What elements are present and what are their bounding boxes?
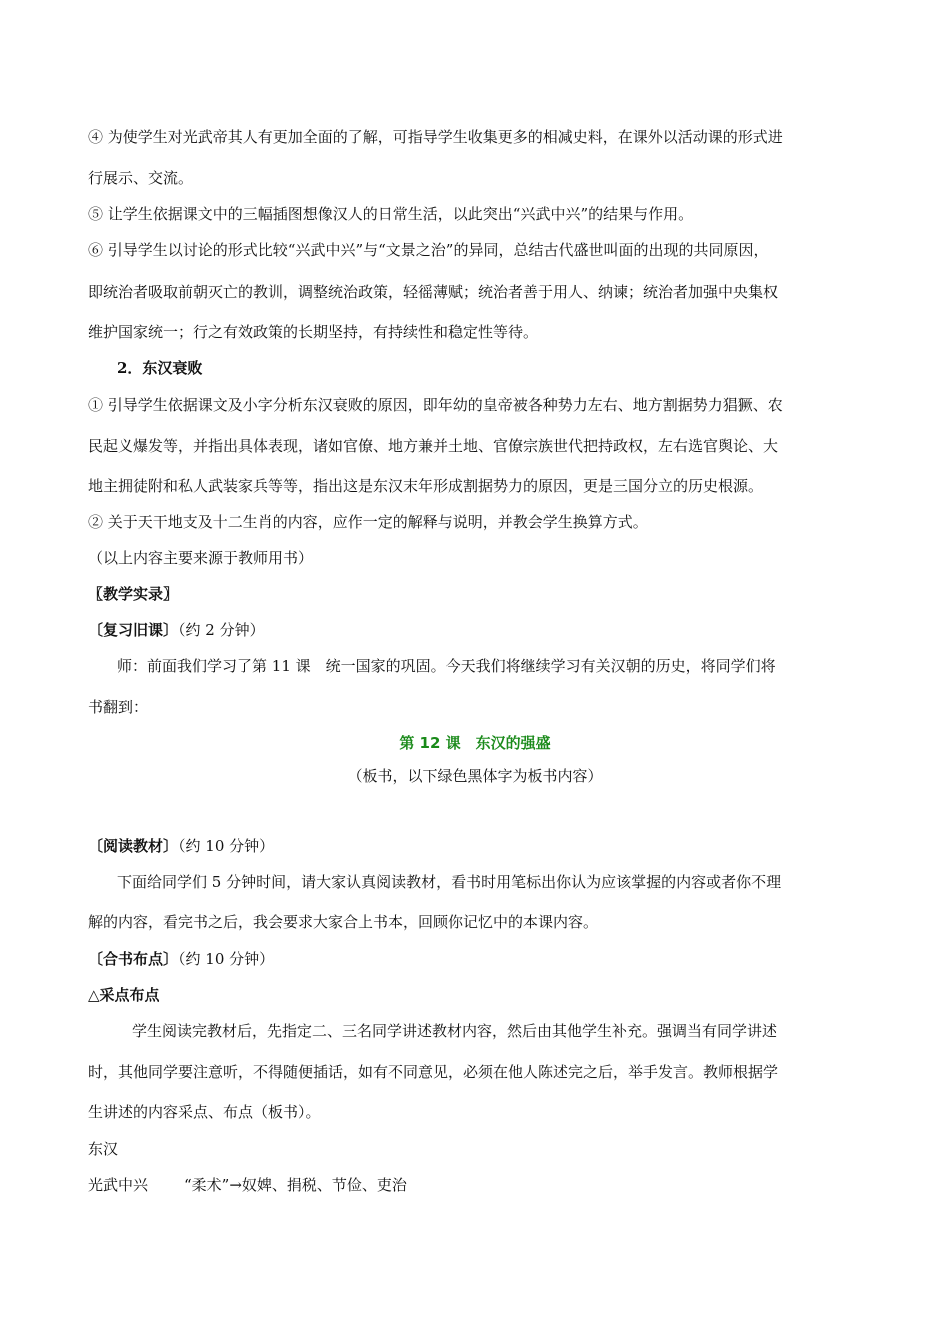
close-heading bbox=[88, 949, 274, 969]
close-time: （约 10 分钟） bbox=[178, 950, 275, 968]
item6-line3: 维护国家统一；行之有效政策的长期坚持，有持续性和稳定性等待。 bbox=[88, 323, 539, 341]
s2-item1-line2: 民起义爆发等，并指出具体表现，诸如官僚、地方兼并土地、官僚宗族世代把持政权，左右选官舆论、大 bbox=[88, 437, 779, 455]
collect-heading: △采点布点 bbox=[88, 986, 160, 1004]
lesson-title: 第 12 课 东汉的强盛 bbox=[399, 734, 551, 752]
close-head: 〔合书布点〕 bbox=[88, 950, 179, 968]
board-note: （板书，以下绿色黑体字为板书内容） bbox=[347, 767, 603, 785]
reading-time: （约 10 分钟） bbox=[178, 837, 275, 855]
board-text-guangwu: “柔术”→奴婢、捐税、节俭、吏治 bbox=[184, 1176, 407, 1194]
review-text-line1: 师：前面我们学习了第 11 课 统一国家的巩固。今天我们将继续学习有关汉朝的历史，将同学们将 bbox=[117, 657, 776, 675]
board-line-guangwu bbox=[88, 1175, 407, 1195]
reading-heading bbox=[88, 836, 274, 856]
review-heading bbox=[88, 620, 265, 640]
board-label-guangwu: 光武中兴 bbox=[88, 1176, 149, 1194]
section-heading-decline: 2．东汉衰败 bbox=[117, 359, 203, 377]
reading-text-line1: 下面给同学们 5 分钟时间，请大家认真阅读教材，看书时用笔标出你认为应该掌握的内容或者你不理 bbox=[117, 873, 782, 891]
item6-line2: 即统治者吸取前朝灭亡的教训，调整统治政策，轻徭薄赋；统治者善于用人、纳谏；统治者加强中央集权 bbox=[88, 283, 779, 301]
reading-text-line2: 解的内容，看完书之后，我会要求大家合上书本，回顾你记忆中的本课内容。 bbox=[88, 913, 599, 931]
review-text-line2: 书翻到： bbox=[88, 698, 149, 716]
collect-text-line2: 时，其他同学要注意听，不得随便插话，如有不同意见，必须在他人陈述完之后，举手发言。教师根据学 bbox=[88, 1063, 779, 1081]
item4-line1: ④ 为使学生对光武帝其人有更加全面的了解，可指导学生收集更多的相减史料，在课外以活动课的形式进 bbox=[88, 128, 783, 146]
item5-line: ⑤ 让学生依据课文中的三幅插图想像汉人的日常生活，以此突出“兴武中兴”的结果与作用。 bbox=[88, 205, 694, 223]
s2-item1-line3: 地主拥徒附和私人武装家兵等等，指出这是东汉末年形成割据势力的原因，更是三国分立的历史根源。 bbox=[88, 477, 764, 495]
item4-line2: 行展示、交流。 bbox=[88, 169, 194, 187]
source-note: （以上内容主要来源于教师用书） bbox=[88, 549, 314, 567]
board-line-donghan: 东汉 bbox=[88, 1140, 119, 1158]
collect-text-line1: 学生阅读完教材后，先指定二、三名同学讲述教材内容，然后由其他学生补充。强调当有同学讲述 bbox=[132, 1022, 778, 1040]
item6-line1: ⑥ 引导学生以讨论的形式比较“兴武中兴”与“文景之治”的异同，总结古代盛世叫面的出现的共同原因， bbox=[88, 241, 769, 259]
reading-head: 〔阅读教材〕 bbox=[88, 837, 179, 855]
s2-item1-line1: ① 引导学生依据课文及小字分析东汉衰败的原因，即年幼的皇帝被各种势力左右、地方割据势力猖獗、农 bbox=[88, 396, 783, 414]
s2-item2-line: ② 关于天干地支及十二生肖的内容，应作一定的解释与说明，并教会学生换算方式。 bbox=[88, 513, 648, 531]
review-time: （约 2 分钟） bbox=[178, 621, 265, 639]
record-title: 〖教学实录〗 bbox=[88, 585, 179, 603]
collect-text-line3: 生讲述的内容采点、布点（板书）。 bbox=[88, 1103, 321, 1121]
review-head: 〔复习旧课〕 bbox=[88, 621, 179, 639]
